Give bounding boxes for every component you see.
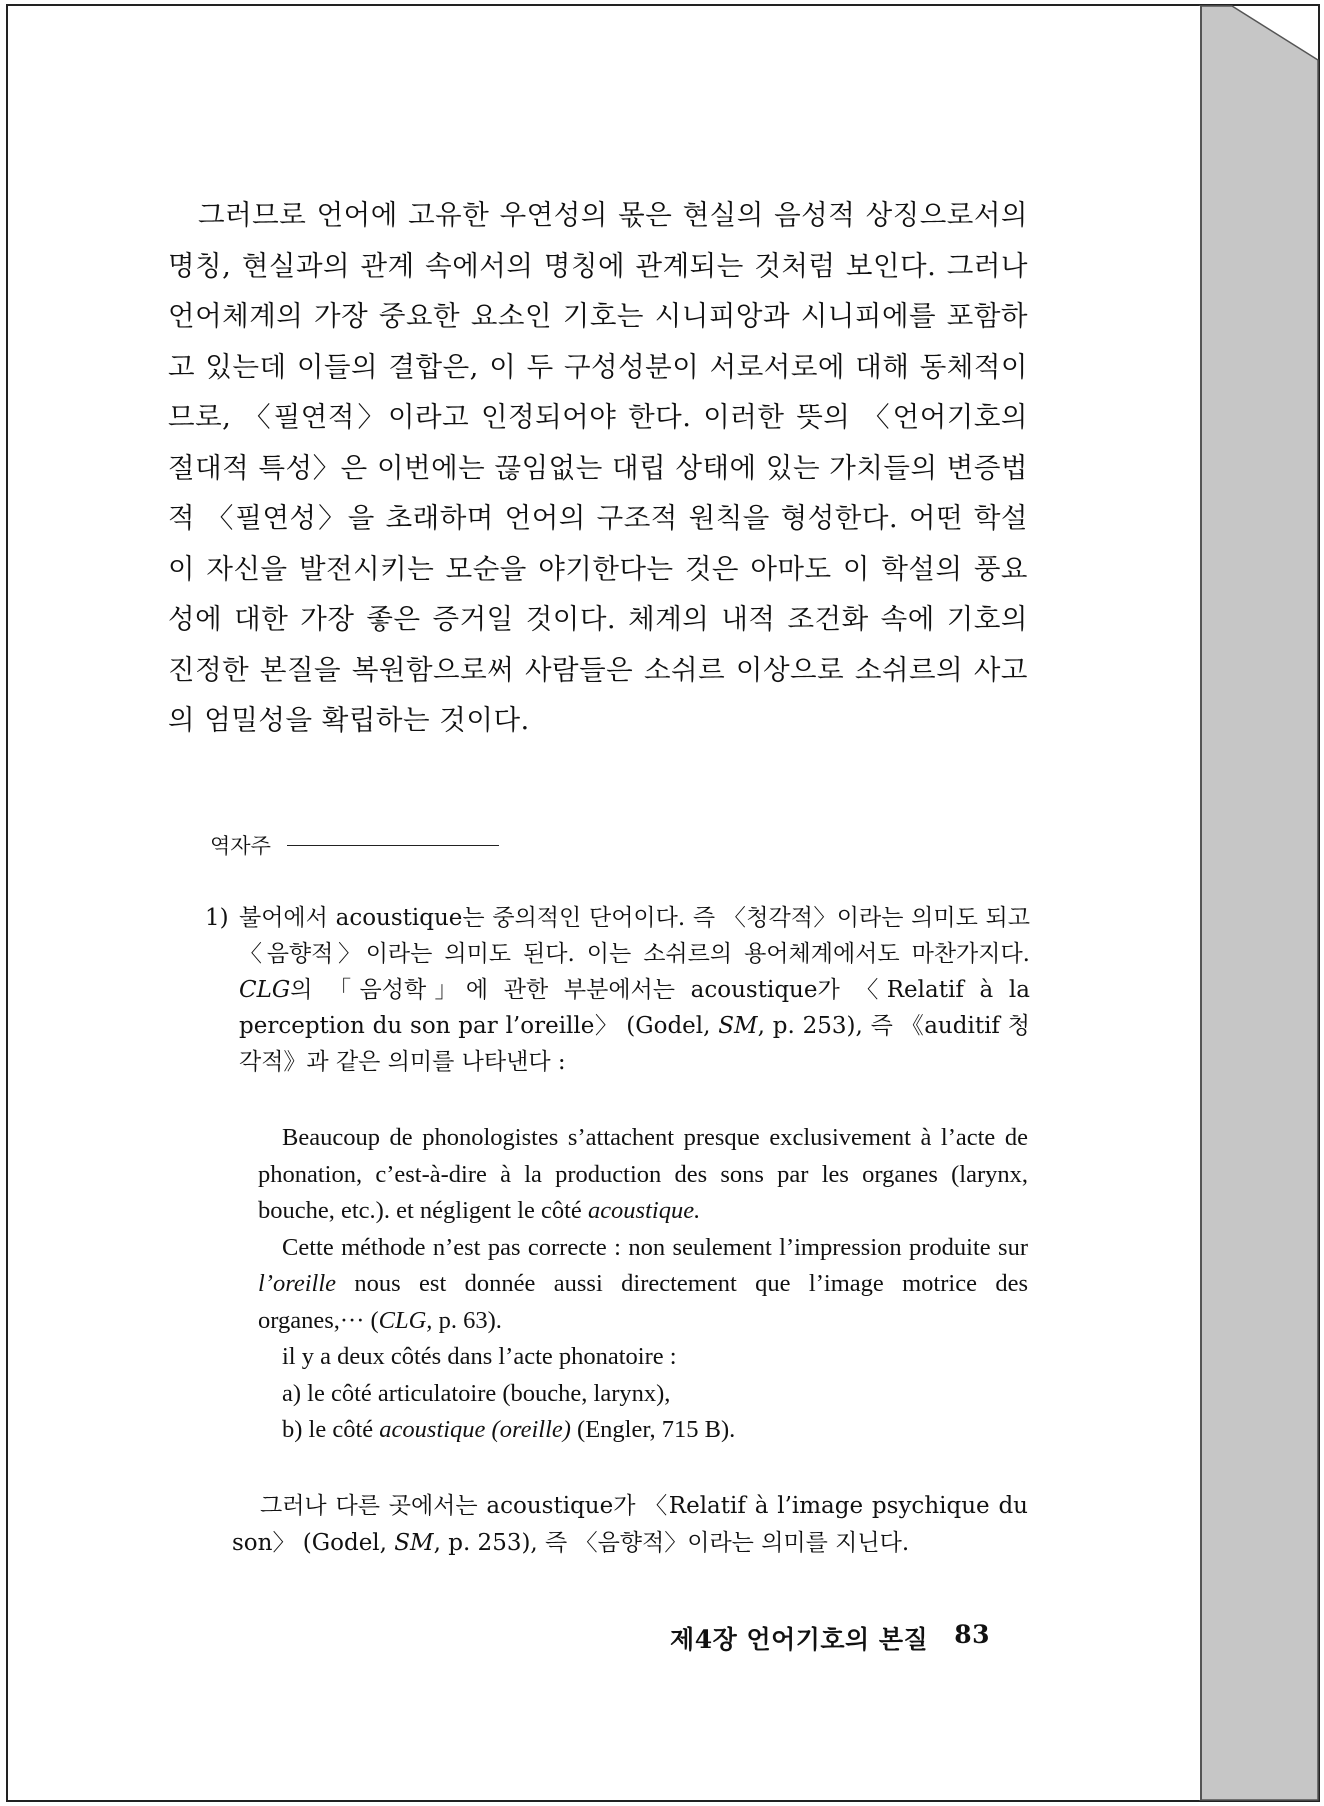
footnote-item: [205, 900, 1030, 1080]
quote-line-5: [258, 1412, 1028, 1449]
after-quote: [232, 1488, 1028, 1562]
after-quote-sm: SM: [394, 1530, 434, 1556]
note-rule: [287, 845, 499, 846]
main-text: [168, 190, 1028, 746]
footnote-text-b: 의 「음성학」에 관한 부분에서는 acoustique가 〈Relatif à la perception du son par l’oreille〉 (Godel,: [239, 977, 1030, 1039]
quote-p2-text-b: nous est donnée aussi directement que l’image motrice des organes,··· (: [258, 1270, 1028, 1334]
body-paragraph: 그러므로 언어에 고유한 우연성의 몫은 현실의 음성적 상징으로서의 명칭, 현실과의 관계 속에서의 명칭에 관계되는 것처럼 보인다. 그러나 언어체계의 가장 중요한 요소인 기호는 시니피앙과 시니피에를 포함하고 있는데 이들의 결합은, 이 두 구성성분이 서로서로에 대해 동체적이므로, 〈필연적〉이라고 인정되어야 한다. 이러한 뜻의 〈언어기호의 절대적 특성〉은 이번에는 끊임없는 대립 상태에 있는 가치들의 변증법적 〈필연성〉을 초래하며 언어의 구조적 원칙을 형성한다. 어떤 학설이 자신을 발전시키는 모순을 야기한다는 것은 아마도 이 학설의 풍요성에 대한 가장 좋은 증거일 것이다. 체계의 내적 조건화 속에 기호의 진정한 본질을 복원함으로써 사람들은 소쉬르 이상으로 소쉬르의 사고의 엄밀성을 확립하는 것이다.: [168, 199, 1028, 736]
footnote-text-c: , p. 253), 즉 《auditif 청각적》과 같은 의미를 나타낸다 :: [239, 1013, 1030, 1075]
footnote-text-a: 불어에서 acoustique는 중의적인 단어이다. 즉 〈청각적〉이라는 의미도 되고 〈음향적〉이라는 의미도 된다. 이는 소쉬르의 용어체계에서도 마찬가지다.: [239, 905, 1030, 967]
footnote-body: [239, 900, 1030, 1080]
quote-line5-b: (Engler, 715 B).: [570, 1416, 736, 1443]
quote-line-4: a) le côté articulatoire (bouche, larynx),: [282, 1379, 671, 1407]
page-number: 83: [954, 1620, 990, 1649]
footnote-clg: CLG: [239, 977, 291, 1003]
quote-p2-text-c: p. 63).: [432, 1306, 502, 1334]
translator-note-header: [210, 830, 1030, 860]
footnote-sm: SM: [718, 1013, 758, 1039]
quote-p2-clg: CLG,: [378, 1306, 433, 1334]
block-quote: [258, 1120, 1028, 1449]
after-quote-text-a: 그러나 다른 곳에서는 acoustique가 〈Relatif à l’image psychique du son〉 (Godel,: [232, 1493, 1028, 1556]
quote-p2-emphasis: l’oreille: [258, 1270, 337, 1297]
footnote-number: 1): [205, 905, 229, 931]
quote-line5-emphasis: acoustique (oreille): [379, 1416, 571, 1443]
quote-p1-emphasis: acoustique.: [587, 1197, 701, 1224]
after-quote-text-b: , p. 253), 즉 〈음향적〉이라는 의미를 지닌다.: [433, 1530, 910, 1556]
after-quote-paragraph: [232, 1488, 1028, 1562]
footnote: [205, 900, 1030, 1080]
translator-note-heading: 역자주: [210, 834, 271, 858]
quote-line-3: il y a deux côtés dans l’acte phonatoire :: [282, 1343, 677, 1370]
quote-p1-text: Beaucoup de phonologistes s’attachent presque exclusivement à l’acte de phonation, c’est-à-dire à la production des sons par les organes (larynx, bouche, etc.). et négligent le côté: [258, 1124, 1028, 1224]
quote-line5-a: b) le côté: [282, 1416, 380, 1443]
quote-p2-text-a: Cette méthode n’est pas correcte : non seulement l’impression produite sur: [282, 1233, 1028, 1261]
page-footer: [670, 1620, 990, 1656]
quote-paragraph-1: [258, 1120, 1028, 1230]
quote-paragraph-2: [258, 1230, 1028, 1340]
chapter-title: 제4장 언어기호의 본질: [670, 1625, 929, 1654]
